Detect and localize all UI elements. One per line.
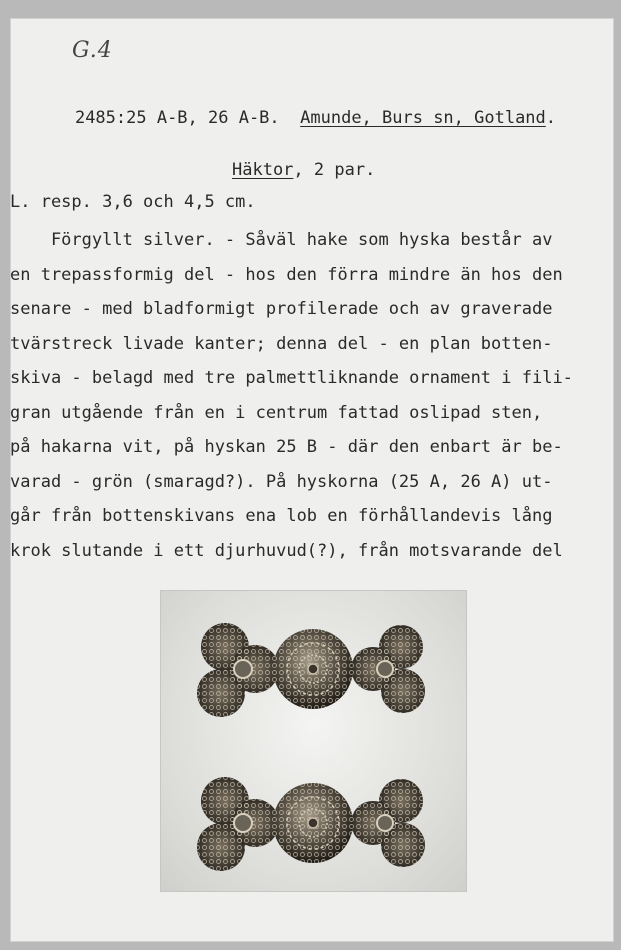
catalog-line xyxy=(34,88,556,148)
description-line: en trepassformig del - hos den förra mindre än hos den xyxy=(10,264,563,285)
description-line: går från bottenskivans ena lob en förhållandevis lång xyxy=(10,506,553,526)
clasps-photo-svg xyxy=(161,591,466,891)
description-line: skiva - belagd med tre palmettliknande ornament i fili- xyxy=(10,368,573,388)
object-title xyxy=(232,160,375,180)
catalog-place: Amunde, Burs sn, Gotland xyxy=(300,108,546,128)
description-line: gran utgående från en i centrum fattad oslipad sten, xyxy=(10,402,543,423)
description-line: Förgyllt silver. - Såväl hake som hyska består av xyxy=(10,230,553,250)
clasp-upper-icon xyxy=(197,623,425,717)
clasp-lower-icon xyxy=(197,777,425,871)
object-title-rest: , 2 par. xyxy=(293,160,376,180)
description-line: på hakarna vit, på hyskan 25 B - där den enbart är be- xyxy=(10,437,563,457)
catalog-card xyxy=(10,18,614,942)
dimensions-line: L. resp. 3,6 och 4,5 cm. xyxy=(10,192,256,212)
description-line: tvärstreck livade kanter; denna del - en plan botten- xyxy=(10,333,553,354)
description-line: varad - grön (smaragd?). På hyskorna (25 A, 26 A) ut- xyxy=(10,471,553,492)
photo-of-clasps xyxy=(160,590,467,892)
description-line: krok slutande i ett djurhuvud(?), från motsvarande del xyxy=(10,540,563,561)
handwritten-note: G.4 xyxy=(72,38,113,63)
description-line: senare - med bladformigt profilerade och av graverade xyxy=(10,299,553,319)
object-title-word: Häktor xyxy=(232,160,294,180)
catalog-line-end: . xyxy=(545,108,557,128)
catalog-number: 2485:25 A-B, 26 A-B. xyxy=(74,108,280,128)
